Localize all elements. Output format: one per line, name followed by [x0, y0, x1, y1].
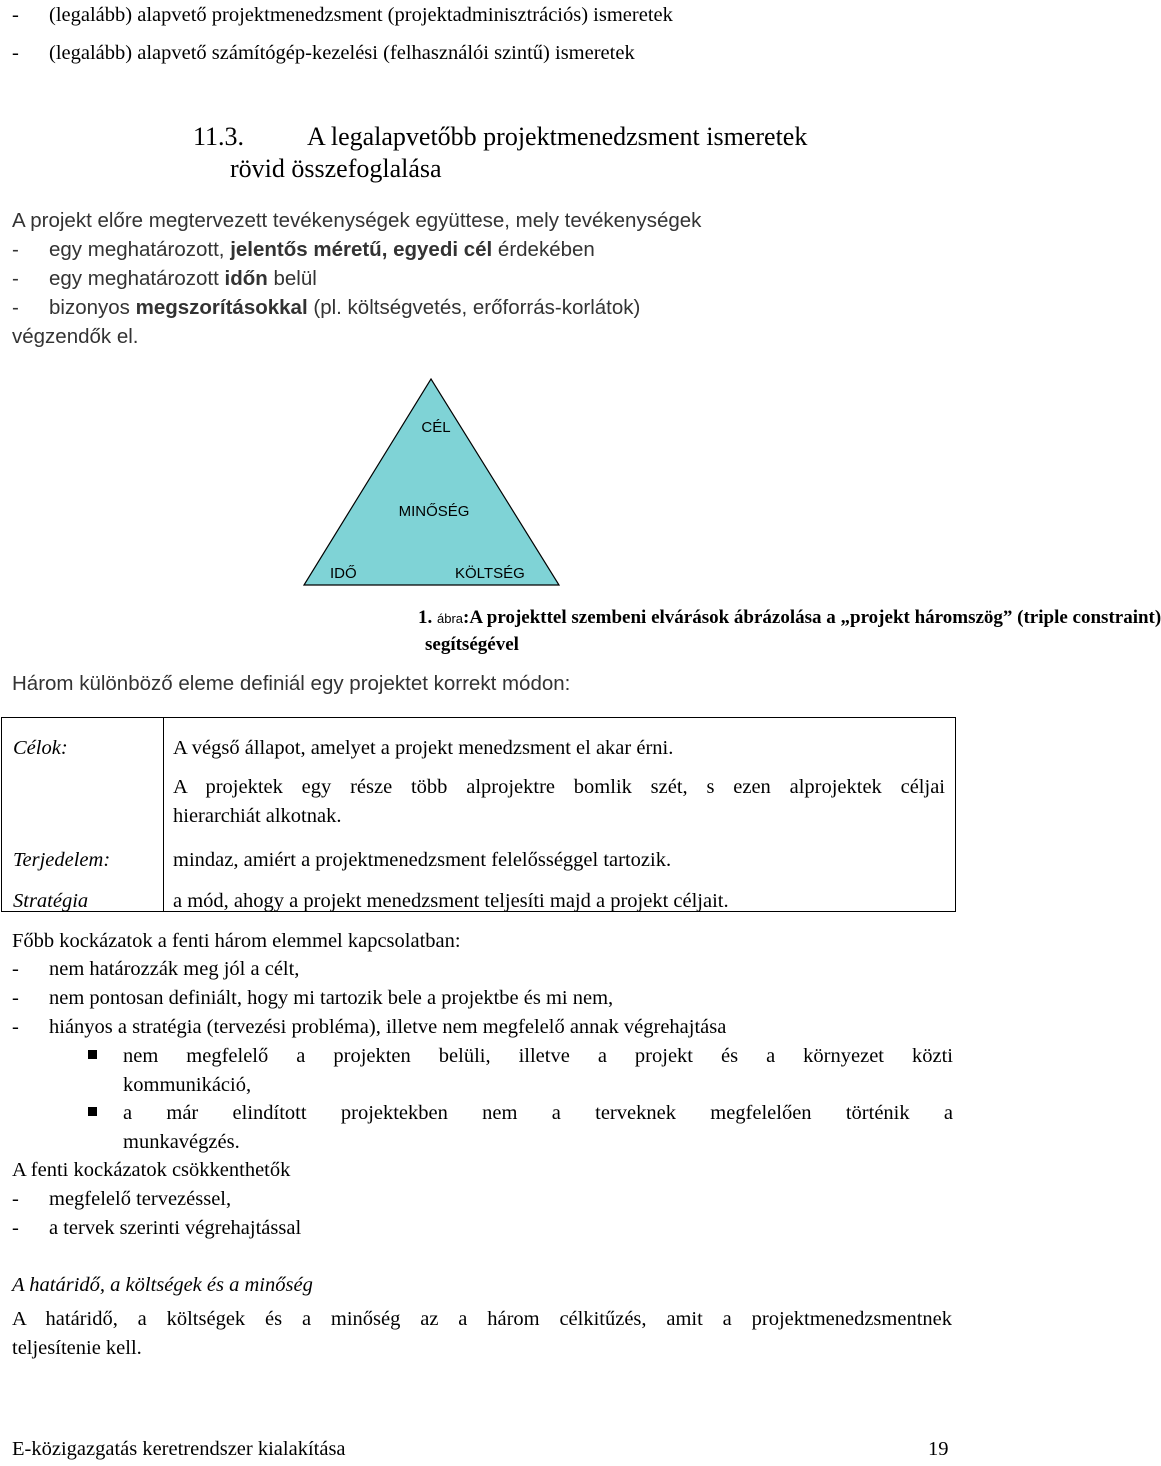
- mitigation-intro: A fenti kockázatok csökkenthetők: [12, 1159, 291, 1181]
- triangle-label-right: KÖLTSÉG: [455, 565, 525, 582]
- section-title-line1: A legalapvetőbb projektmenedzsment ismeretek: [307, 122, 808, 151]
- triangle-label-top: CÉL: [421, 419, 451, 436]
- bullet-dash: -: [12, 238, 19, 261]
- bullet-dash: -: [12, 4, 19, 26]
- triangle-label-middle: MINŐSÉG: [398, 503, 470, 520]
- definition-intro: A projekt előre megtervezett tevékenységek együttese, mely tevékenységek: [12, 209, 702, 232]
- square-bullet-icon: [88, 1050, 97, 1059]
- section-title-line2: rövid összefoglalása: [230, 154, 442, 183]
- risk-item-2: nem pontosan definiált, hogy mi tartozik bele a projektbe és mi nem,: [49, 987, 614, 1009]
- bullet-dash: -: [12, 958, 19, 980]
- footer-page-number: 19: [928, 1438, 949, 1460]
- three-elements-intro: Három különböző eleme definiál egy projektet korrekt módon:: [12, 672, 571, 695]
- elements-table: [1, 717, 956, 912]
- bullet-dash: -: [12, 42, 19, 64]
- definition-item-2: egy meghatározott időn belül: [49, 267, 317, 290]
- bullet-dash: -: [12, 296, 19, 319]
- bullet-dash: -: [12, 1217, 19, 1239]
- risk-item-3: hiányos a stratégia (tervezési probléma), illetve nem megfelelő annak végrehajtása: [49, 1016, 727, 1038]
- definition-item-1: egy meghatározott, jelentős méretű, egyedi cél érdekében: [49, 238, 595, 261]
- footer-title: E-közigazgatás keretrendszer kialakítása: [12, 1438, 346, 1460]
- figure-caption-line1: 1. ábra:A projekttel szembeni elvárások ábrázolása a „projekt háromszög” (triple constraint): [418, 607, 1161, 628]
- bullet-dash: -: [12, 1188, 19, 1210]
- risks-intro: Főbb kockázatok a fenti három elemmel kapcsolatban:: [12, 930, 461, 952]
- table-term-celok: Célok:: [13, 737, 68, 759]
- risk-subitem-2-line1: a már elindított projektekben nem a terveknek megfelelően történik a: [123, 1102, 953, 1124]
- mitigation-item-2: a tervek szerinti végrehajtással: [49, 1217, 302, 1239]
- bullet-dash: -: [12, 987, 19, 1009]
- table-term-terjedelem: Terjedelem:: [13, 849, 111, 871]
- triangle-label-left: IDŐ: [330, 565, 357, 582]
- table-desc-celok-2: A projektek egy része több alprojektre bomlik szét, s ezen alprojektek céljai: [173, 776, 945, 798]
- bullet-dash: -: [12, 1016, 19, 1038]
- subsection-body-line2: teljesítenie kell.: [12, 1337, 142, 1359]
- subsection-body-line1: A határidő, a költségek és a minőség az a három célkitűzés, amit a projektmenedzsmentnek: [12, 1308, 952, 1330]
- project-triangle-diagram: [300, 375, 565, 590]
- table-desc-strategia: a mód, ahogy a projekt menedzsment teljesíti majd a projekt céljait.: [173, 890, 729, 912]
- risk-subitem-2-line2: munkavégzés.: [123, 1131, 240, 1153]
- table-desc-terjedelem: mindaz, amiért a projektmenedzsment felelősséggel tartozik.: [173, 849, 672, 871]
- table-desc-celok-1: A végső állapot, amelyet a projekt menedzsment el akar érni.: [173, 737, 674, 759]
- risk-item-1: nem határozzák meg jól a célt,: [49, 958, 300, 980]
- definition-item-3: bizonyos megszorításokkal (pl. költségvetés, erőforrás-korlátok): [49, 296, 641, 319]
- bullet-dash: -: [12, 267, 19, 290]
- table-desc-celok-3: hierarchiát alkotnak.: [173, 805, 342, 827]
- subsection-title: A határidő, a költségek és a minőség: [12, 1274, 313, 1296]
- definition-closing: végzendők el.: [12, 325, 139, 348]
- table-column-divider: [163, 718, 164, 911]
- square-bullet-icon: [88, 1107, 97, 1116]
- section-number: 11.3.: [193, 122, 245, 151]
- intro-bullet-2: (legalább) alapvető számítógép-kezelési (felhasználói szintű) ismeretek: [49, 42, 635, 64]
- risk-subitem-1-line1: nem megfelelő a projekten belüli, illetve a projekt és a környezet közti: [123, 1045, 953, 1067]
- triangle-shape: [304, 379, 559, 585]
- intro-bullet-1: (legalább) alapvető projektmenedzsment (projektadminisztrációs) ismeretek: [49, 4, 673, 26]
- risk-subitem-1-line2: kommunikáció,: [123, 1074, 252, 1096]
- mitigation-item-1: megfelelő tervezéssel,: [49, 1188, 232, 1210]
- table-term-strategia: Stratégia: [13, 890, 89, 912]
- figure-caption-line2: segítségével: [425, 634, 519, 655]
